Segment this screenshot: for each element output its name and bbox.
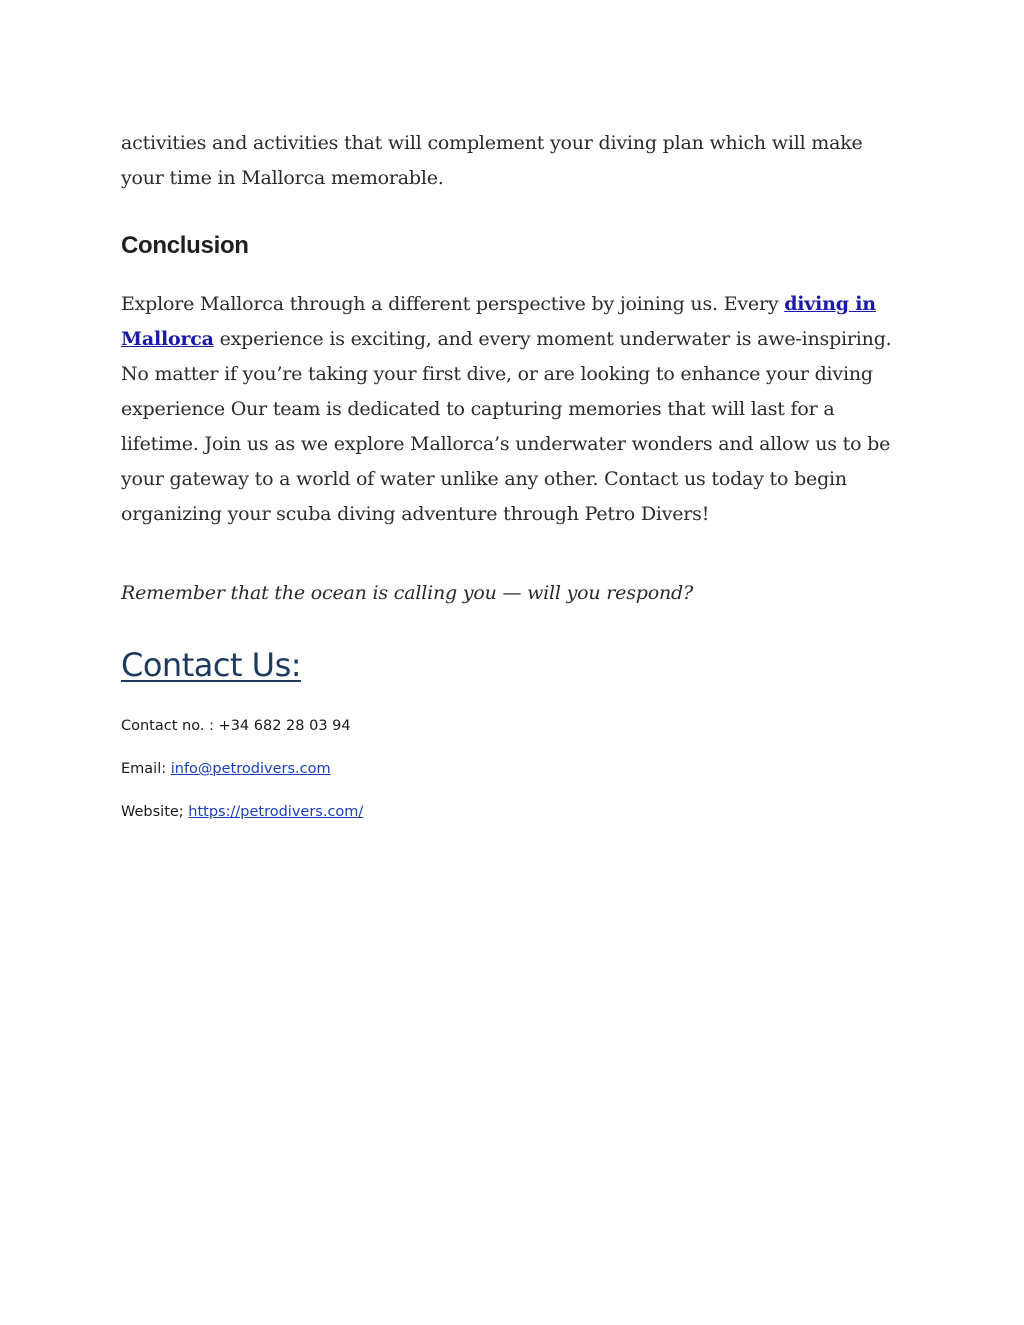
conclusion-text-end: experience is exciting, and every moment underwater is awe-inspiring. No matter if you’re taking your first dive, or are looking to enhance your diving experience Our team is dedicated to capturing memories that will last for a lifetime. Join us as we explore Mallorca’s underwater wonders and allow us to be your gateway to a world of water unlike any other. Contact us today to begin organizing your scuba diving adventure through Petro Divers! (121, 328, 892, 525)
conclusion-paragraph (121, 287, 906, 532)
website-label: Website; (121, 804, 189, 820)
conclusion-text-start: Explore Mallorca through a different perspective by joining us. Every (121, 293, 785, 315)
contact-email (121, 761, 331, 777)
intro-paragraph: activities and activities that will complement your diving plan which will make your time in Mallorca memorable. (121, 132, 863, 189)
website-link[interactable]: https://petrodivers.com/ (188, 804, 364, 820)
email-label: Email: (121, 761, 171, 777)
contact-phone: Contact no. : +34 682 28 03 94 (121, 718, 351, 734)
contact-website (121, 804, 363, 820)
diving-in-mallorca-link[interactable]: diving in Mallorca (121, 293, 876, 350)
conclusion-heading: Conclusion (121, 232, 249, 259)
contact-us-heading: Contact Us: (121, 646, 302, 684)
email-link[interactable]: info@petrodivers.com (170, 761, 331, 777)
closing-question: Remember that the ocean is calling you — will you respond? (121, 582, 693, 604)
